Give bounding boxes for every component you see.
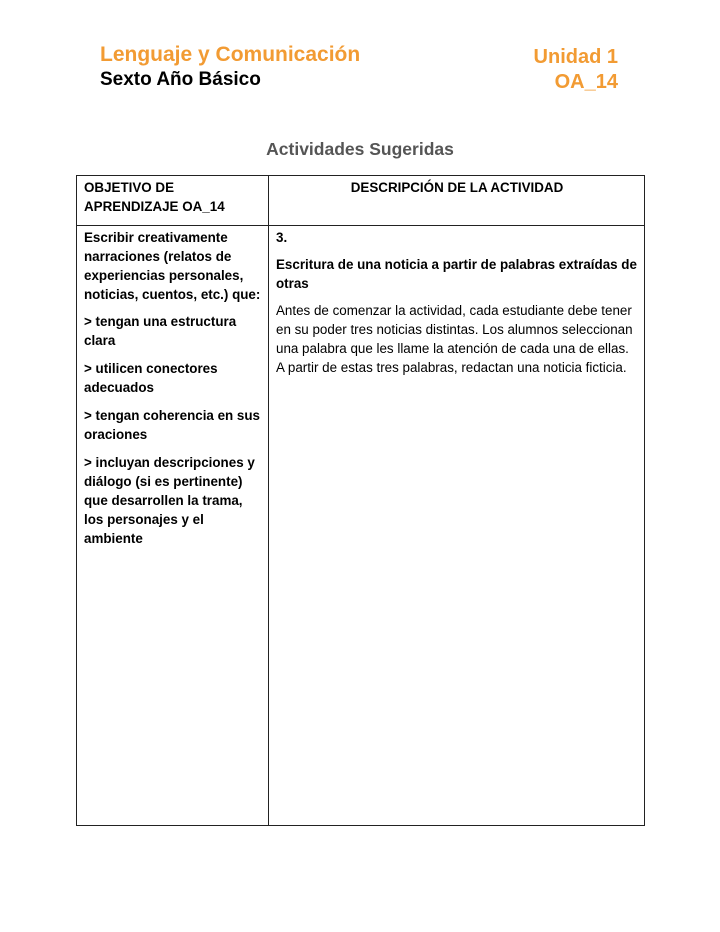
activity-title: Escritura de una noticia a partir de palabras extraídas de otras xyxy=(276,257,637,291)
objective-item: > tengan coherencia en sus oraciones xyxy=(84,408,261,442)
header-right xyxy=(534,44,618,94)
table-row xyxy=(77,226,645,826)
unit-label: Unidad 1 xyxy=(533,46,618,68)
section-title: Actividades Sugeridas xyxy=(266,139,454,159)
grade-level: Sexto Año Básico xyxy=(100,69,261,90)
objective-item: > utilicen conectores adecuados xyxy=(84,361,218,395)
activity-cell xyxy=(269,226,645,826)
subject-title: Lenguaje y Comunicación xyxy=(100,43,361,66)
objective-column-header: OBJETIVO DE APRENDIZAJE OA_14 xyxy=(77,176,269,226)
description-column-header: DESCRIPCIÓN DE LA ACTIVIDAD xyxy=(269,176,645,226)
activity-description: Antes de comenzar la actividad, cada estudiante debe tener en su poder tres noticias distintas. Los alumnos seleccionan una palabra que les llame la atención de cada una de ellas. A partir de estas tres palabras, redactan una noticia ficticia. xyxy=(276,303,633,375)
activity-number: 3. xyxy=(276,230,288,245)
activities-table xyxy=(76,175,645,826)
objective-intro: Escribir creativamente narraciones (relatos de experiencias personales, noticias, cuentos, etc.) que: xyxy=(84,230,261,302)
objective-item: > tengan una estructura clara xyxy=(84,314,237,348)
objective-cell xyxy=(77,226,269,826)
header-left xyxy=(100,42,360,92)
table-header-row xyxy=(77,176,645,226)
objective-item: > incluyan descripciones y diálogo (si es pertinente) que desarrollen la trama, los personajes y el ambiente xyxy=(84,455,255,546)
objective-code: OA_14 xyxy=(554,71,618,93)
